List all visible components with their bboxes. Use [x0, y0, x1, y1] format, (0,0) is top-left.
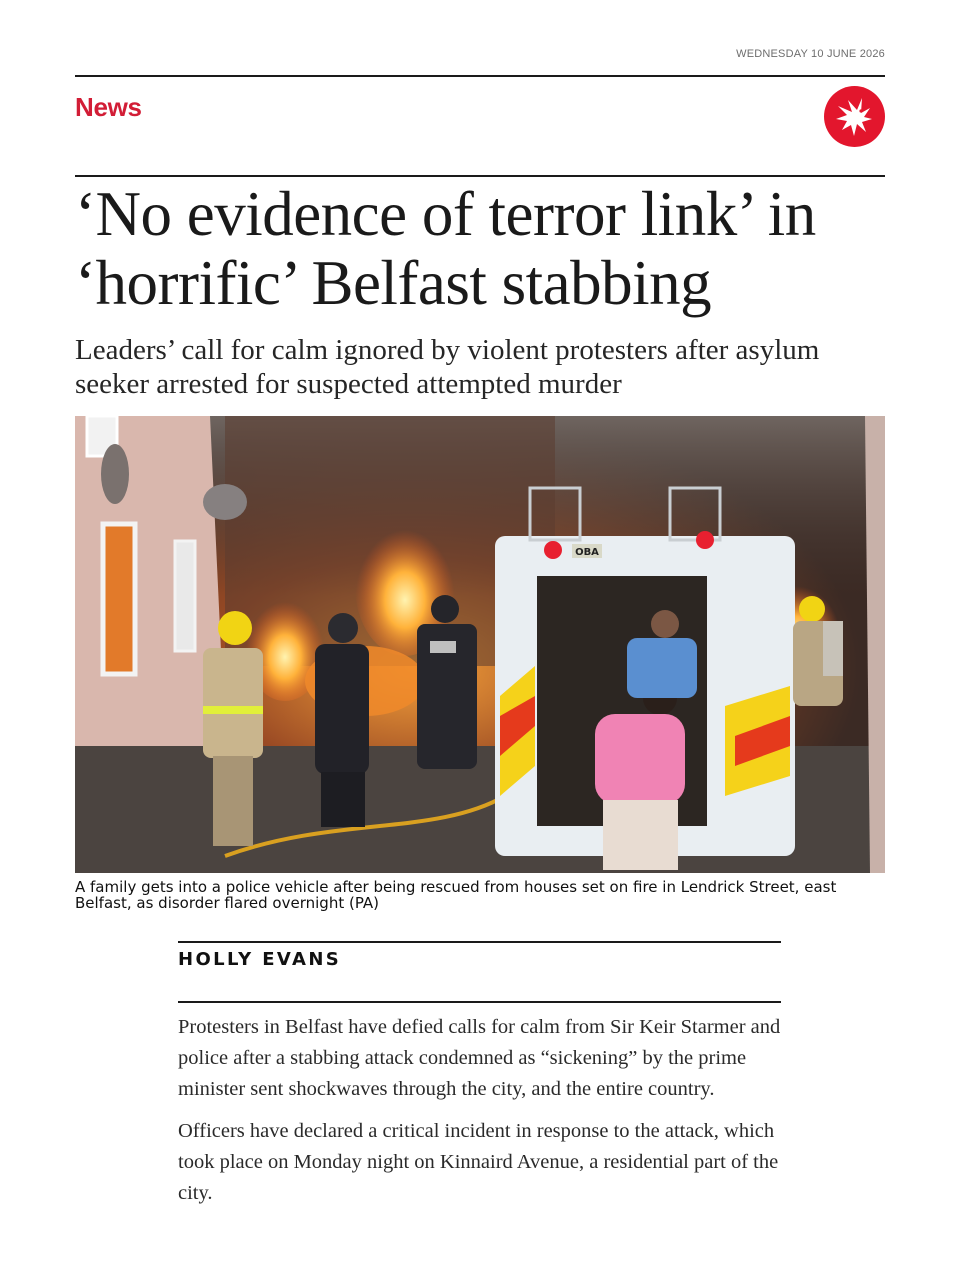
top-rule	[75, 75, 885, 77]
eagle-logo-icon[interactable]	[824, 86, 885, 147]
window-left-2	[103, 524, 135, 674]
body-paragraph: Protesters in Belfast have defied calls for calm from Sir Keir Starmer and police after a stabbing attack condemned as “sickening” by the prime minister sent shockwaves through the city, and the entire country.	[178, 1016, 781, 1100]
byline-rule-bottom	[178, 1001, 781, 1003]
satellite-dish-1	[101, 444, 129, 504]
article-photo[interactable]	[75, 416, 885, 873]
standfirst: Leaders’ call for calm ignored by violent protesters after asylum seeker arrested for suspected attempted murder	[75, 334, 820, 400]
body-paragraph: Officers have declared a critical incident in response to the attack, which took place on Monday night on Kinnaird Avenue, a residential part of the city.	[178, 1120, 779, 1204]
section-label[interactable]: News	[75, 92, 142, 122]
author-name[interactable]: HOLLY EVANS	[178, 949, 342, 970]
article-body	[178, 1012, 781, 1220]
byline-rule-top	[178, 941, 781, 943]
van-plate: OBA	[575, 547, 599, 558]
police-officer-1	[315, 613, 369, 827]
publication-date: WEDNESDAY 10 JUNE 2026	[736, 48, 885, 60]
window-left-3	[175, 541, 195, 651]
satellite-dish-2	[203, 484, 247, 520]
section-rule	[75, 175, 885, 177]
headline: ‘No evidence of terror link’ in ‘horrific’ Belfast stabbing	[75, 179, 816, 318]
photo-caption: A family gets into a police vehicle after being rescued from houses set on fire in Lendrick Street, east Belfast, as disorder flared overnight (PA)	[75, 878, 837, 912]
